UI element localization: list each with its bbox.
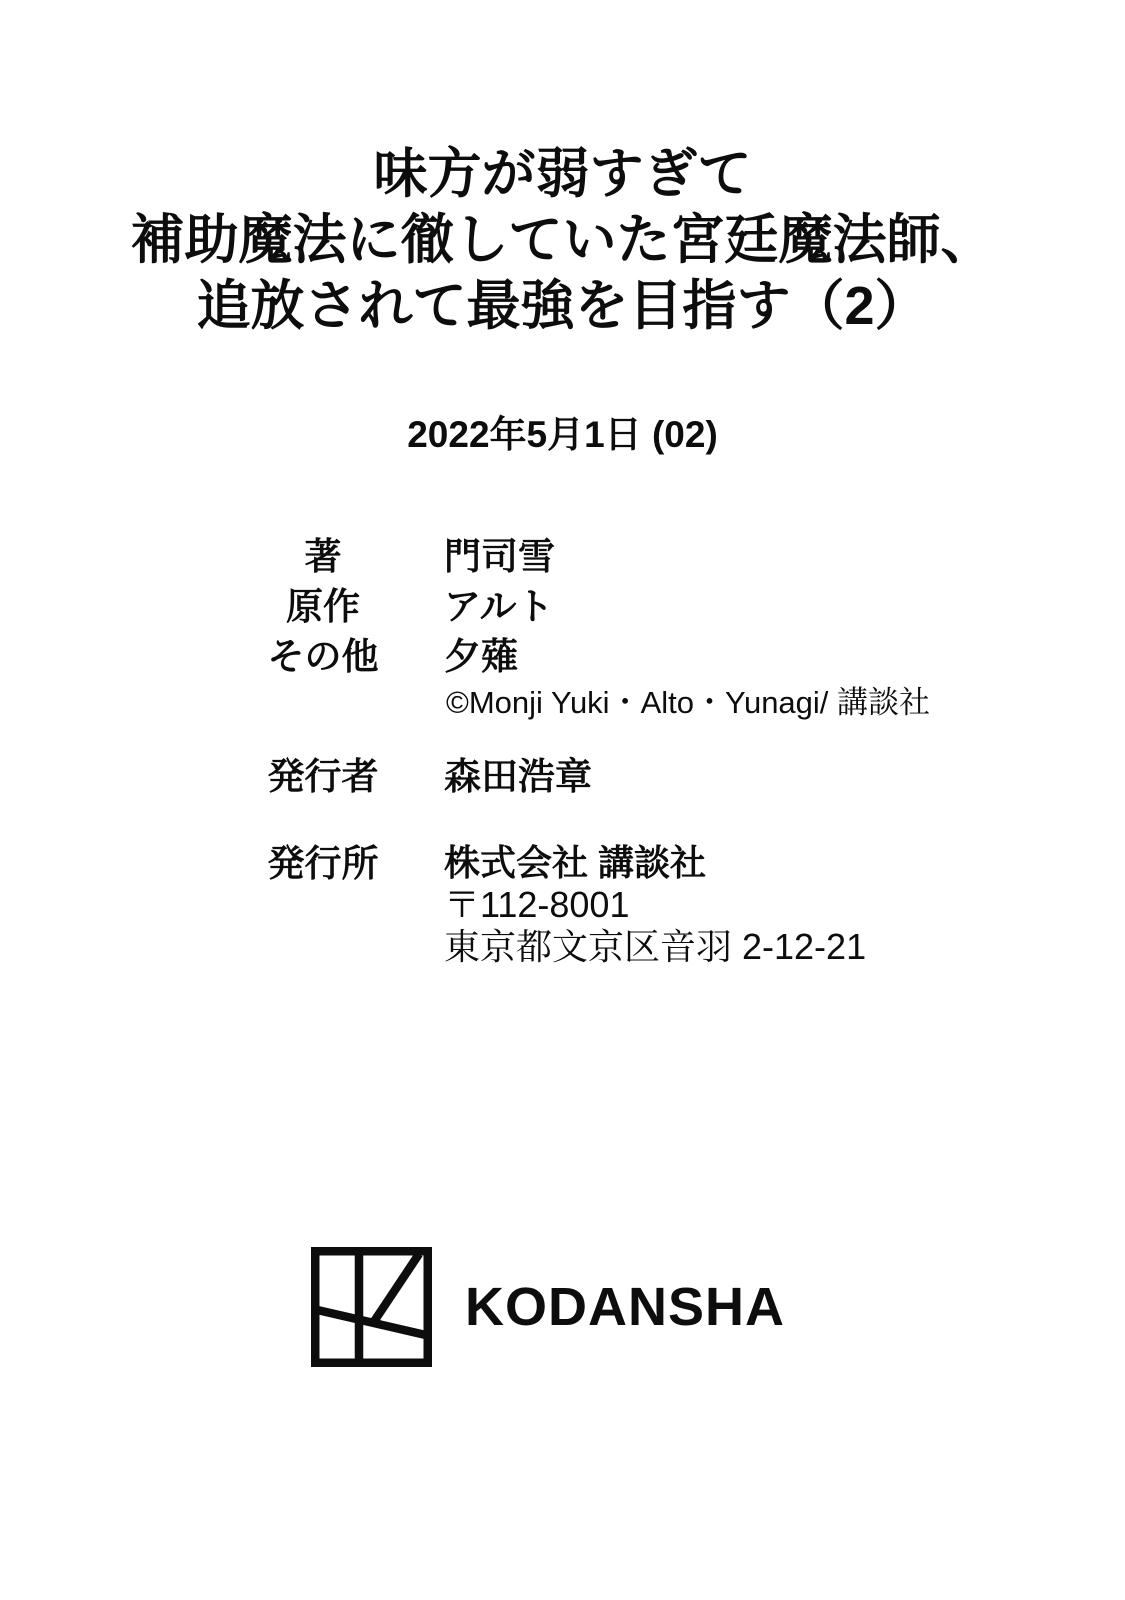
book-title-line-1: 味方が弱すぎて: [373, 144, 752, 204]
publishing-house-name: 株式会社 講談社: [444, 842, 707, 883]
author-row: [0, 534, 555, 580]
kodansha-logo: [311, 1247, 785, 1367]
publishing-house-info: [444, 842, 866, 968]
book-title-line-3: 追放されて最強を目指す（2）: [196, 276, 929, 336]
author-value: 門司雪: [444, 536, 555, 577]
publication-date: 2022年5月1日 (02): [407, 414, 718, 455]
publishing-house-label: 発行所: [267, 843, 379, 884]
kodansha-mark-icon: [311, 1247, 432, 1367]
publisher-row: [0, 754, 592, 800]
book-title-line-2: 補助魔法に徹していた宮廷魔法師、: [130, 210, 995, 270]
publisher-label: 発行者: [267, 756, 379, 797]
copyright-line: ©Monji Yuki・Alto・Yunagi/ 講談社: [446, 685, 931, 720]
book-title: [0, 141, 1125, 339]
other-credit-label: その他: [267, 636, 379, 677]
original-work-value: アルト: [444, 586, 554, 627]
original-work-label: 原作: [286, 586, 360, 627]
author-label: 著: [304, 536, 342, 577]
publishing-house-address: 東京都文京区音羽 2-12-21: [444, 926, 867, 967]
other-credit-value: 夕薙: [444, 636, 518, 677]
publisher-value: 森田浩章: [444, 756, 592, 797]
kodansha-wordmark: KODANSHA: [465, 1277, 786, 1337]
other-credit-row: [0, 634, 518, 680]
publishing-house-row: [0, 842, 866, 968]
publishing-house-postal-code: 〒112-8001: [444, 884, 630, 925]
original-work-row: [0, 584, 554, 630]
